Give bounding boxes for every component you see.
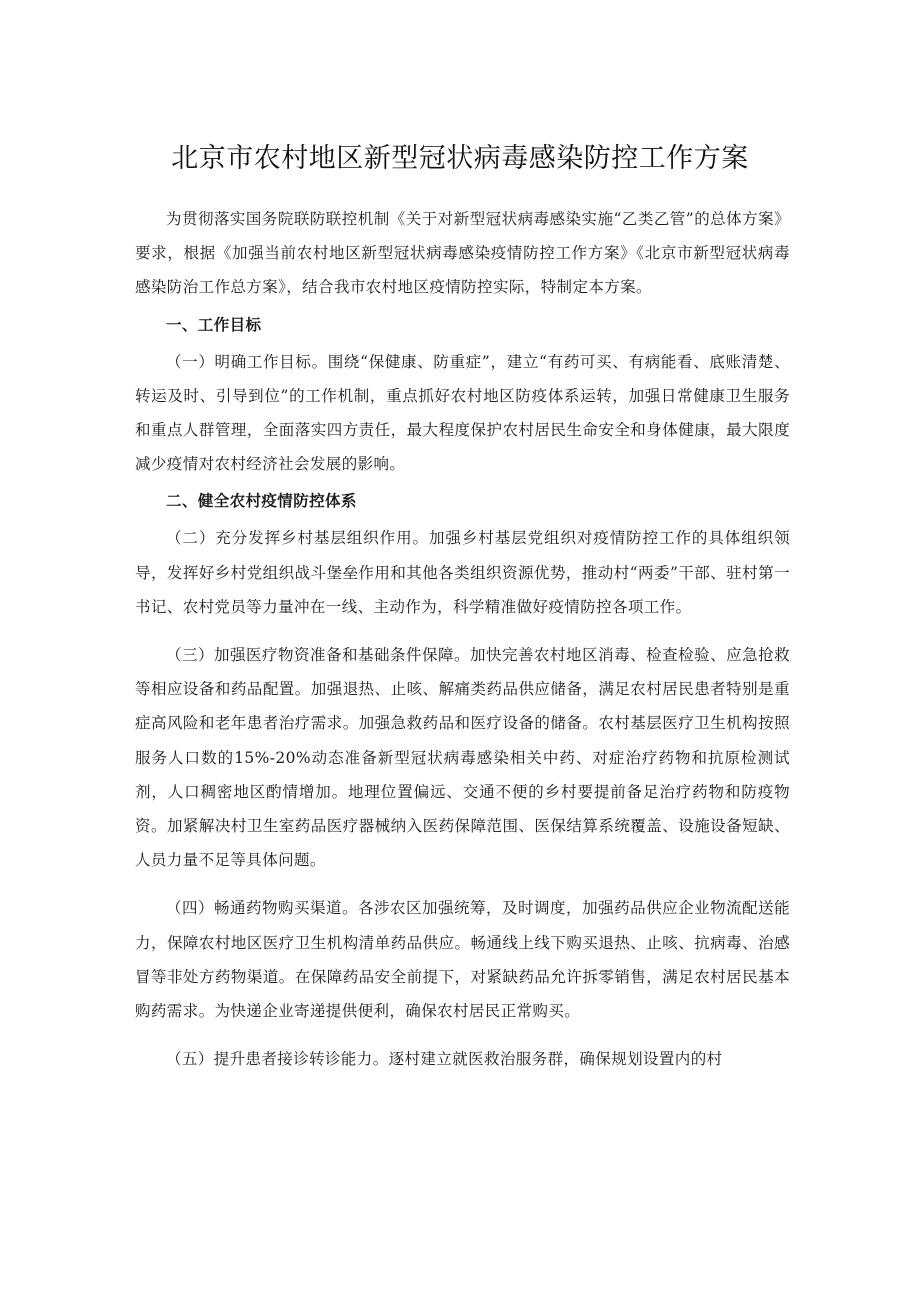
intro-paragraph: 为贯彻落实国务院联防联控机制《关于对新型冠状病毒感染实施“乙类乙管”的总体方案》要求，根据《加强当前农村地区新型冠状病毒感染疫情防控工作方案》《北京市新型冠状病毒感染防治工作总方案》，结合我市农村地区疫情防控实际，特制定本方案。 <box>135 210 790 297</box>
document-body <box>135 202 790 1076</box>
section-heading-system: 二、健全农村疫情防控体系 <box>166 492 357 511</box>
paragraph-2: （二）充分发挥乡村基层组织作用。加强乡村基层党组织对疫情防控工作的具体组织领导，发挥好乡村党组织战斗堡垒作用和其他各类组织资源优势，推动村“两委”干部、驻村第一书记、农村党员等力量冲在一线、主动作为，科学精准做好疫情防控各项工作。 <box>135 529 790 616</box>
paragraph-5: （五）提升患者接诊转诊能力。逐村建立就医救治服务群，确保规划设置内的村 <box>166 1050 723 1069</box>
section-heading-goals: 一、工作目标 <box>166 315 262 334</box>
paragraph-3: （三）加强医疗物资准备和基础条件保障。加快完善农村地区消毒、检查检验、应急抢救等相应设备和药品配置。加强退热、止咳、解痛类药品供应储备，满足农村居民患者特别是重症高风险和老年患者治疗需求。加强急救药品和医疗设备的储备。农村基层医疗卫生机构按照服务人口数的15%-20%动态准备新型冠状病毒感染相关中药、对症治疗药物和抗原检测试剂，人口稠密地区酌情增加。地理位置偏远、交通不便的乡村要提前备足治疗药物和防疫物资。加紧解决村卫生室药品医疗器械纳入医药保障范围、医保结算系统覆盖、设施设备短缺、人员力量不足等具体问题。 <box>135 646 790 870</box>
paragraph-4: （四）畅通药物购买渠道。各涉农区加强统筹，及时调度，加强药品供应企业物流配送能力，保障农村地区医疗卫生机构清单药品供应。畅通线上线下购买退热、止咳、抗病毒、治感冒等非处方药物渠道。在保障药品安全前提下，对紧缺药品允许拆零销售，满足农村居民基本购药需求。为快递企业寄递提供便利，确保农村居民正常购买。 <box>135 899 790 1021</box>
paragraph-1: （一）明确工作目标。围绕“保健康、防重症”，建立“有药可买、有病能看、底账清楚、转运及时、引导到位”的工作机制，重点抓好农村地区防疫体系运转，加强日常健康卫生服务和重点人群管理，全面落实四方责任，最大程度保护农村居民生命安全和身体健康，最大限度减少疫情对农村经济社会发展的影响。 <box>135 352 790 474</box>
document-title: 北京市农村地区新型冠状病毒感染防控工作方案 <box>171 143 749 174</box>
